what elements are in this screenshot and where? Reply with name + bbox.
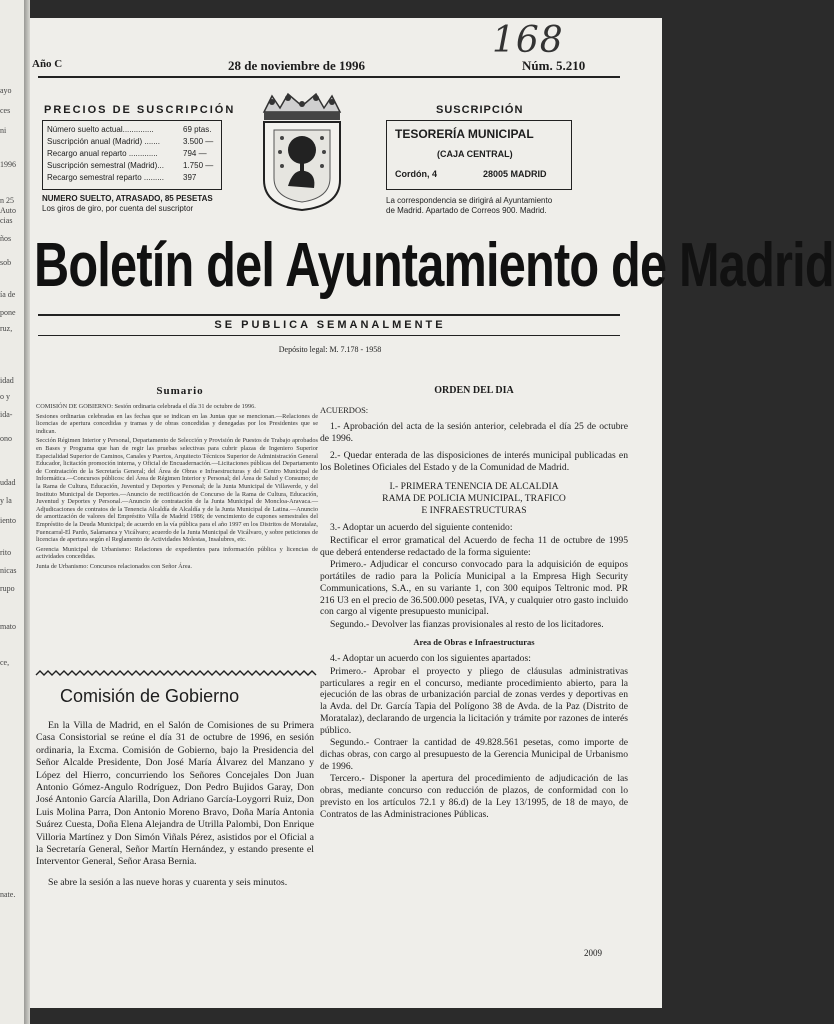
publication-frequency: SE PUBLICA SEMANALMENTE xyxy=(214,319,446,331)
section-divider xyxy=(36,670,318,676)
left-fragment: udad xyxy=(0,478,16,487)
price-label: Recargo semestral reparto ......... xyxy=(47,173,164,182)
left-fragment: mato xyxy=(0,622,16,631)
item3-paragraph: Rectificar el error gramatical del Acuerdo de fecha 11 de octubre de 1995 que deberá entenderse redactado de la forma siguiente: xyxy=(320,535,628,558)
left-fragment: cias xyxy=(0,216,13,225)
madrid-coat-of-arms-icon xyxy=(258,92,346,212)
header-issue: Núm. 5.210 xyxy=(522,58,586,73)
left-fragment: rupo xyxy=(0,584,15,593)
section-heading: E INFRAESTRUCTURAS xyxy=(421,504,527,516)
comision-body xyxy=(36,720,314,897)
left-fragment: pone xyxy=(0,308,16,317)
left-fragment: Auto xyxy=(0,206,16,215)
header-year: Año C xyxy=(32,58,63,70)
item4-paragraph: Primero.- Aprobar el proyecto y pliego de cláusulas administrativas particulares a regir en el concurso, mediante procedimiento abierto, para la ejecución de las obras de urbanización parcial de zonas verdes y deportivas en la Avda. del Dr. García Tapia del Polígono 38 de Avda. de la Paz (Distrito de Moratalaz), declarando de urgencia la licitación y trámite por razones de interés público. xyxy=(320,666,628,736)
left-fragment: ida- xyxy=(0,410,13,419)
orden-title: ORDEN DEL DIA xyxy=(434,385,514,396)
price-value: 397 xyxy=(183,173,197,182)
section-heading: I.- PRIMERA TENENCIA DE ALCALDIA xyxy=(389,481,559,493)
prices-title: PRECIOS DE SUSCRIPCIÓN xyxy=(44,104,236,116)
item4-paragraph: Segundo.- Contraer la cantidad de 49.828.561 pesetas, como importe de dichas obras, con cargo al presupuesto de la Gerencia Municipal de Urbanismo de 1996. xyxy=(320,737,628,772)
orden-item: 2.- Quedar enterada de las disposiciones de interés municipal publicadas en los Boletines Oficiales del Estado y de la Comunidad de Madrid. xyxy=(320,449,628,473)
price-label: Número suelto actual.............. xyxy=(47,125,154,134)
sumario-paragraph: Sesiones ordinarias celebradas en las fechas que se indican en las Juntas que se mencionan.—Relaciones de licencias de apertura concedidas y tramas y de obras concedidas y denegadas por los Presidentes que se indican. xyxy=(36,412,318,435)
item4-paragraph: Tercero.- Disponer la apertura del procedimiento de adjudicación de las obras, mediante concurso con reducción de plazos, de conformidad con lo previsto en los artículos 72.1 y 86.d) de la Ley 13/1995, de 18 de mayo, de Contratos de las Administraciones Públicas. xyxy=(320,773,628,820)
left-page-edge xyxy=(0,0,24,1024)
subscription-box xyxy=(386,120,572,190)
price-row xyxy=(47,137,217,148)
masthead-title: Boletín del Ayuntamiento de Madrid xyxy=(34,231,834,300)
left-fragment: ono xyxy=(0,434,12,443)
orden-item: 1.- Aprobación del acta de la sesión anterior, celebrada el día 25 de octubre de 1996. xyxy=(320,421,628,445)
sumario-paragraph: Sección Régimen Interior y Personal, Departamento de Selección y Provisión de Puestos de Trabajo aprobados en Bases y Programa que han de regir las pruebas selectivas para cubrir plazas de Ingeniero Superior Especialidad Superior de Caminos, Canales y Puertos, Arquitecto Técnicos Superior de Administración General Educador, licitación promoción interna, y Oficial de Encuadernación.—Licitaciones públicas del Departamento de Contratación de la Secretaría General; del Área de Obras e Infraestructuras y del Centro Municipal de Informática.—Concursos públicos: del Área de Régimen Interior y Personal; del Área de Salud y Consumo; de la Rama de Cultura, Educación, Juventud y Deportes y Personal; de la Junta Municipal de Villaverde, y del Instituto Municipal de Deportes.—Anuncio de rectificación de Concurso de la Rama de Cultura, Educación, Juventud y Deportes y Personal.—Anuncio de contratación de la Junta Municipal de Moncloa-Aravaca.—Adjudicaciones de contratos de la Tenencia Alcaldía de Alcaldía y de la Junta Municipal de Latina.—Anuncio de amortización de valores del Empréstito Villa de Madrid 1986; de vencimiento de cupones semestrales del Empréstito de la Deuda Municipal; de acuerdo en la vía pública para el año 1997 en los Distritos de Moratalaz, Fuencarral-El Pardo, Salamanca y Vicálvaro; acuerdo de la Junta Municipal de Vicálvaro, y sobre peticiones de licencias de apertura según el Reglamento de Actividades Molestas, Insalubres, etc. xyxy=(36,437,318,544)
subscription-title: SUSCRIPCIÓN xyxy=(436,104,524,116)
legal-deposit: Depósito legal: M. 7.178 - 1958 xyxy=(278,345,382,354)
left-fragment: n 25 xyxy=(0,196,14,205)
item3-paragraph: Primero.- Adjudicar el concurso convocado para la adquisición de equipos portátiles de radio para la Policía Municipal a la Empresa High Security Communications, S.A., en su variante 1, con 300 equipos Teltronic mod. PR 216 U3 en el precio de 36.500.000 pesetas, IVA, y cualquier otro gasto incluido con cargo al vigente presupuesto municipal. xyxy=(320,559,628,618)
price-row xyxy=(47,149,217,160)
price-row xyxy=(47,125,217,136)
comision-paragraph: Se abre la sesión a las nueve horas y cuarenta y seis minutos. xyxy=(48,876,288,888)
subscription-street: Cordón, 4 xyxy=(395,169,437,179)
price-label: Recargo anual reparto ............. xyxy=(47,149,158,158)
price-row xyxy=(47,173,217,184)
prices-note-1: NUMERO SUELTO, ATRASADO, 85 PESETAS xyxy=(42,194,213,203)
masthead-rule xyxy=(38,314,620,316)
left-fragment: ayo xyxy=(0,86,12,95)
subscription-note-1: La correspondencia se dirigirá al Ayuntamiento xyxy=(386,196,553,205)
price-label: Suscripción anual (Madrid) ....... xyxy=(47,137,160,146)
left-fragment: ía de xyxy=(0,290,16,299)
item4-intro: 4.- Adoptar un acuerdo con los siguientes apartados: xyxy=(330,653,531,665)
prices-box xyxy=(42,120,222,190)
sumario-title: Sumario xyxy=(156,385,204,397)
acuerdos-label: ACUERDOS: xyxy=(320,404,369,415)
subscription-office: TESORERÍA MUNICIPAL xyxy=(395,127,534,141)
left-fragment: nicas xyxy=(0,566,17,575)
subscription-note-2: de Madrid. Apartado de Correos 900. Madrid. xyxy=(386,206,547,215)
area-heading: Area de Obras e Infraestructuras xyxy=(413,636,535,647)
sumario-paragraph: Gerencia Municipal de Urbanismo: Relaciones de expedientes para información pública y licencias de actividades concedidas. xyxy=(36,545,318,561)
sumario-paragraph: Junta de Urbanismo: Concursos relacionados con Señor Área. xyxy=(36,562,192,570)
item3-paragraph: Segundo.- Devolver las fianzas provisionales al resto de los licitadores. xyxy=(330,618,604,630)
left-fragment: o y xyxy=(0,392,10,401)
left-fragment: idad xyxy=(0,376,14,385)
price-value: 794 — xyxy=(183,149,207,158)
price-row xyxy=(47,161,217,172)
comision-paragraph: En la Villa de Madrid, en el Salón de Comisiones de su Primera Casa Consistorial se reúne el día 31 de octubre de 1996, en sesión ordinaria, la Excma. Comisión de Gobierno, bajo la Presidencia del Señor Alcalde Presidente, Don José María Álvarez del Manzano y López del Hierro, concurriendo los Señores Concejales Don Juan Antonio Gómez-Angulo Rodríguez, Don Pedro Bujidos Garay, Don José Antonio García Alarilla, Don Adriano García-Loygorri Ruiz, Don Luis Molina Parra, Don Antonio Moreno Bravo, Doña María Antonia Suárez Cuesta, Doña Elena Alejandra de Utrilla Palombi, Don Enrique Villoria Martínez y Don Simón Viñals Pérez, asistidos por el Oficial a la Secretaría General, Señor Martín Hernández, y estando presente el Interventor General, Señor Arasa Bernia. xyxy=(36,720,314,868)
header-rule xyxy=(38,76,620,78)
price-value: 3.500 — xyxy=(183,137,214,146)
orden-column xyxy=(320,385,628,825)
header-date: 28 de noviembre de 1996 xyxy=(228,58,365,73)
handwritten-number: 168 xyxy=(492,20,564,61)
left-fragment: ruz, xyxy=(0,324,13,333)
price-label: Suscripción semestral (Madrid)... xyxy=(47,161,164,170)
section-heading: RAMA DE POLICIA MUNICIPAL, TRAFICO xyxy=(382,492,566,504)
page-number: 2009 xyxy=(584,948,602,958)
prices-note-2: Los giros de giro, por cuenta del suscriptor xyxy=(42,204,194,213)
left-fragment: y la xyxy=(0,496,12,505)
left-fragment: ce, xyxy=(0,658,10,667)
subscription-branch: (CAJA CENTRAL) xyxy=(437,149,513,159)
left-fragment: iento xyxy=(0,516,16,525)
left-fragment: ni xyxy=(0,126,7,135)
item3-intro: 3.- Adoptar un acuerdo del siguiente contenido: xyxy=(330,522,513,534)
subscription-city: 28005 MADRID xyxy=(483,169,547,179)
left-fragment: nate. xyxy=(0,890,16,899)
bulletin-page xyxy=(30,18,834,1008)
left-fragment: 1996 xyxy=(0,160,16,169)
left-fragment: rito xyxy=(0,548,12,557)
price-value: 1.750 — xyxy=(183,161,214,170)
publication-rule xyxy=(38,335,620,336)
left-fragment: ces xyxy=(0,106,11,115)
comision-title: Comisión de Gobierno xyxy=(60,686,240,706)
left-fragment: ños xyxy=(0,234,12,243)
sumario-body xyxy=(36,403,318,572)
left-fragment: sob xyxy=(0,258,12,267)
price-value: 69 ptas. xyxy=(183,125,212,134)
sumario-paragraph: COMISIÓN DE GOBIERNO: Sesión ordinaria celebrada el día 31 de octubre de 1996. xyxy=(36,403,256,410)
